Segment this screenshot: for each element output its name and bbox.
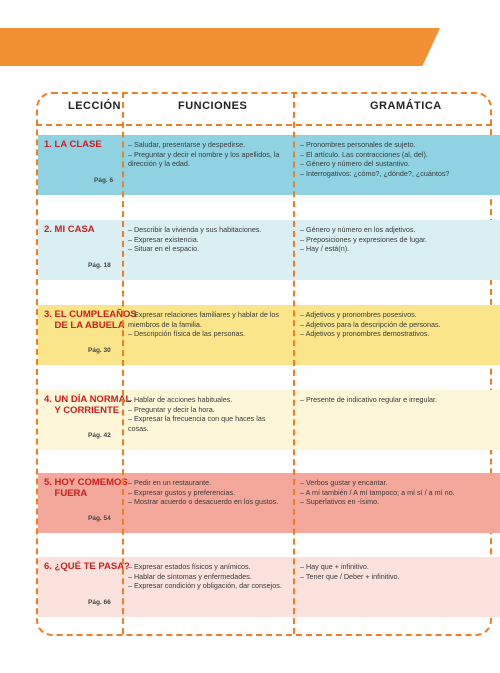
lesson-page-number: Pág. 42 (88, 432, 111, 439)
lesson-title: 5. HOY COMEMOS FUERA (44, 477, 128, 499)
lesson-functions: – Describir la vivienda y sus habitaciones. – Expresar existencia. – Situar en el espacio. (128, 225, 262, 254)
lesson-page-number: Pág. 6 (94, 177, 114, 184)
lesson-page-number: Pág. 18 (88, 262, 111, 269)
title-banner (0, 28, 440, 66)
lesson-functions: – Expresar relaciones familiares y hablar de los miembros de la familia. – Descripción física de las personas. (128, 310, 280, 339)
column-header-leccion: LECCIÓN (68, 100, 121, 112)
lesson-title: 1. LA CLASE (44, 139, 102, 150)
lesson-grammar: – Adjetivos y pronombres posesivos. – Adjetivos para la descripción de personas. – Adjetivos y pronombres demostrativos. (300, 310, 441, 339)
lesson-grammar: – Verbos gustar y encantar. – A mí también / A mí tampoco; a mí sí / a mí no. – Superlativos en -ísimo. (300, 478, 455, 507)
lesson-functions: – Hablar de acciones habituales. – Preguntar y decir la hora. – Expresar la frecuencia con que haces las cosas. (128, 395, 266, 433)
lesson-page-number: Pág. 66 (88, 599, 111, 606)
column-divider-1 (122, 92, 124, 634)
lesson-grammar: – Hay que + infinitivo. – Tener que / Deber + infinitivo. (300, 562, 400, 581)
lesson-title: 3. EL CUMPLEAÑOS DE LA ABUELA (44, 309, 137, 331)
lesson-functions: – Pedir en un restaurante. – Expresar gustos y preferencias. – Mostrar acuerdo o desacuerdo en los gustos. (128, 478, 279, 507)
page-title: CUADRO DE PROGRAMACIÓN (36, 5, 402, 32)
lesson-title: 2. MI CASA (44, 224, 95, 235)
lesson-functions: – Expresar estados físicos y anímicos. – Hablar de síntomas y enfermedades. – Expresar condición y obligación, dar consejos. (128, 562, 282, 591)
lesson-page-number: Pág. 30 (88, 347, 111, 354)
lesson-functions: – Saludar, presentarse y despedirse. – Preguntar y decir el nombre y los apellidos, la dirección y la edad. (128, 140, 280, 169)
column-header-funciones: FUNCIONES (178, 100, 248, 112)
lesson-grammar: – Pronombres personales de sujeto. – El artículo. Las contracciones (al, del). – Género y número del sustantivo. – Interrogativos: ¿cómo?, ¿dónde?, ¿cuántos? (300, 140, 450, 178)
lesson-title: 4. UN DÍA NORMAL Y CORRIENTE (44, 394, 132, 416)
lesson-grammar: – Género y número en los adjetivos. – Preposiciones y expresiones de lugar. – Hay / está(n). (300, 225, 428, 254)
lesson-grammar: – Presente de indicativo regular e irregular. (300, 395, 438, 404)
lesson-title: 6. ¿QUÉ TE PASA? (44, 561, 130, 572)
column-divider-2 (293, 92, 295, 634)
lesson-page-number: Pág. 54 (88, 515, 111, 522)
column-header-gramatica: GRAMÁTICA (370, 100, 442, 112)
header-divider (36, 124, 492, 126)
